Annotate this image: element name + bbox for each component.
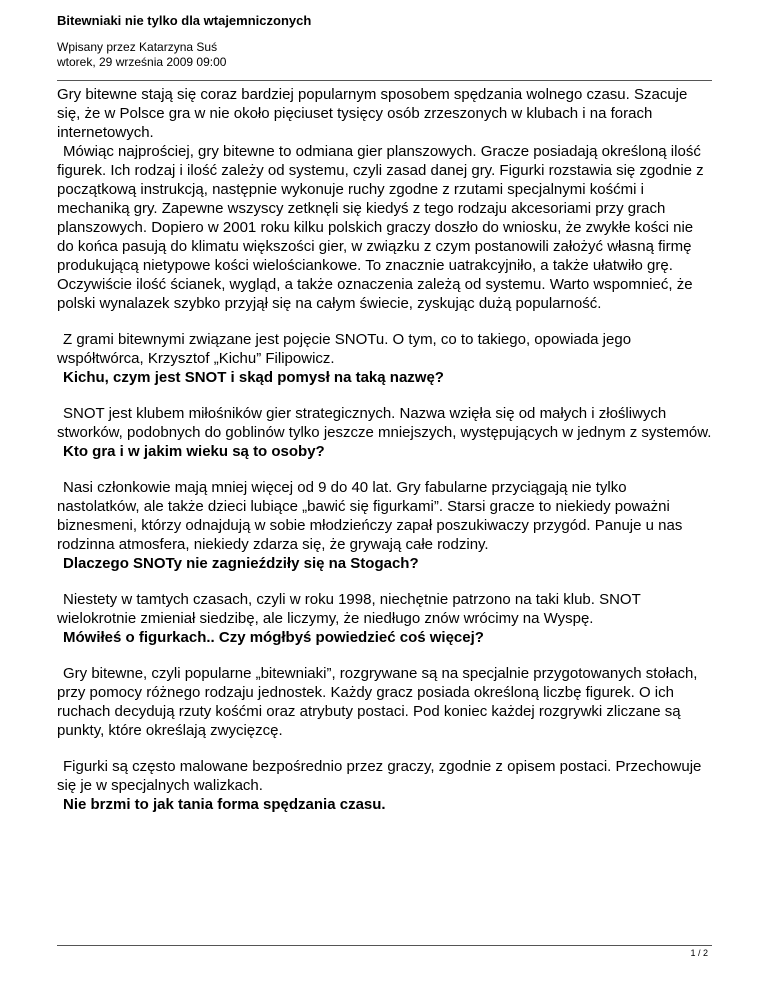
paragraph-intro: Gry bitewne stają się coraz bardziej popularnym sposobem spędzania wolnego czasu. Szacuje się, że w Polsce gra w nie około pięciuset tysięcy osób zrzeszonych w klubach i na forach internetowych.: [57, 86, 688, 141]
article-body: [57, 85, 712, 814]
document-header: [57, 12, 712, 70]
interview-answer: Figurki są często malowane bezpośrednio przez graczy, zgodnie z opisem postaci. Przechowuje się je w specjalnych walizkach.: [57, 758, 702, 794]
interview-answer: Niestety w tamtych czasach, czyli w roku 1998, niechętnie patrzono na taki klub. SNOT wielokrotnie zmieniał siedzibę, ale liczymy, że niedługo znów wrócimy na Wyspę.: [57, 591, 641, 627]
interview-question: Kto gra i w jakim wieku są to osoby?: [63, 443, 325, 460]
interview-answer: Nasi członkowie mają mniej więcej od 9 do 40 lat. Gry fabularne przyciągają nie tylko nastolatków, ale także dzieci lubiące „bawić się figurkami”. Starsi gracze to niekiedy poważni biznesmeni, którzy odnajdują w sobie młodzieńczy zapał poszukiwaczy przygód. Panuje u nas rodzinna atmosfera, niekiedy zdarza się, że grywają całe rodziny.: [57, 479, 683, 553]
interview-question: Dlaczego SNOTy nie zagnieździły się na Stogach?: [63, 555, 419, 572]
header-divider: [57, 80, 712, 81]
interview-answer: SNOT jest klubem miłośników gier strategicznych. Nazwa wzięła się od małych i złośliwych stworków, podobnych do goblinów tylko jeszcze mniejszych, występujących w jednym z systemów.: [57, 405, 712, 441]
article-meta: [57, 40, 712, 70]
interview-answer: Gry bitewne, czyli popularne „bitewniaki”, rozgrywane są na specjalnie przygotowanych stołach, przy pomocy różnego rodzaju jednostek. Każdy gracz posiada określoną liczbę figurek. O ich ruchach decydują rzuty kośćmi oraz atrybuty postaci. Pod koniec każdej rozgrywki zliczane są punkty, które określają zwycięzcę.: [57, 665, 698, 739]
date-line: wtorek, 29 września 2009 09:00: [57, 55, 227, 69]
author-line: Wpisany przez Katarzyna Suś: [57, 40, 218, 54]
page-number: 1 / 2: [690, 948, 708, 958]
footer-divider: [57, 945, 712, 946]
paragraph-snot-intro: Z grami bitewnymi związane jest pojęcie SNOTu. O tym, co to takiego, opowiada jego współtwórca, Krzysztof „Kichu” Filipowicz.: [57, 331, 632, 367]
page-title: Bitewniaki nie tylko dla wtajemniczonych: [57, 13, 312, 28]
interview-question: Mówiłeś o figurkach.. Czy mógłbyś powiedzieć coś więcej?: [63, 629, 484, 646]
paragraph-explanation: Mówiąc najprościej, gry bitewne to odmiana gier planszowych. Gracze posiadają określoną ilość figurek. Ich rodzaj i ilość zależy od systemu, czyli zasad danej gry. Figurki rozstawia się zgodnie z początkową instrukcją, następnie wykonuje ruchy zgodne z rzutami specjalnymi kośćmi i mechaniką gry. Zapewne wszyscy zetknęli się kiedyś z tego rodzaju akcesoriami przy grach planszowych. Dopiero w 2001 roku kilku polskich graczy doszło do wniosku, że zwykłe kości nie do końca pasują do klimatu większości gier, w związku z czym postanowili założyć własną firmę produkującą nietypowe kości wielościankowe. To znacznie uatrakcyjniło, a także ułatwiło grę. Oczywiście ilość ścianek, wygląd, a także oznaczenia zależą od systemu. Warto wspomnieć, że polski wynalazek szybko przyjął się na całym świecie, zyskując dużą popularność.: [57, 143, 704, 312]
interview-question: Kichu, czym jest SNOT i skąd pomysł na taką nazwę?: [63, 369, 444, 386]
interview-question: Nie brzmi to jak tania forma spędzania czasu.: [63, 796, 386, 813]
